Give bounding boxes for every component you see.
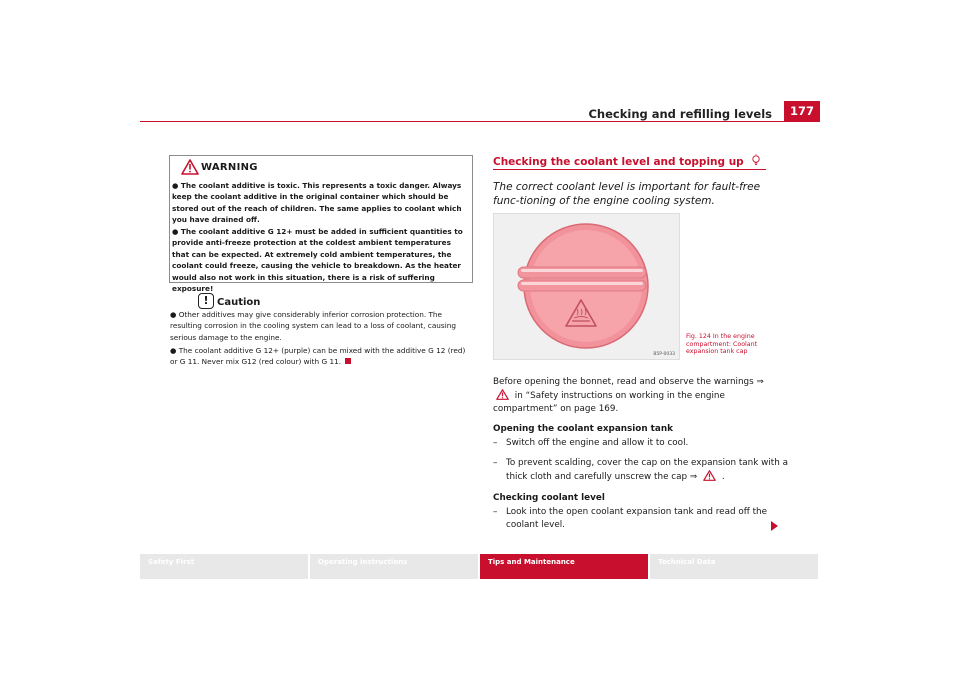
warning-item: ● The coolant additive G 12+ must be added in sufficient quantities to provide anti-freeze protection at the coldest ambient temperatures that can be expected. At extremely cold ambient temperatures, the coolant could freeze, causing the vehicle to breakdown. As the heater would also not work in this situation, there is a risk of suffering exposure! [172,227,463,294]
section-rule [493,169,766,170]
section-intro: The correct coolant level is important for fault-free func-tioning of the engine cooling system. [493,181,761,207]
section-end-icon [345,358,351,364]
warning-item-text: The coolant additive is toxic. This represents a toxic danger. Always keep the coolant additive in the original container which should be stored out of the reach of children. The same applies to coolant which you have drained off. [172,181,462,225]
caution-item-text: The coolant additive G 12+ (purple) can be mixed with the additive G 12 (red) or G 11. Never mix G12 (red colour) with G 11. [170,346,466,367]
footer-tab-label: Operating instructions [318,558,408,566]
warning-heading: WARNING [201,162,258,173]
page-number: 177 [784,101,820,122]
caution-item: ● Other additives may give considerably inferior corrosion protection. The resulting corrosion in the cooling system can lead to a loss of coolant, causing serious damage to the engine. [170,310,456,342]
footer-tab-technical-data[interactable] [650,554,818,579]
next-page-arrow-icon[interactable] [771,521,778,531]
warning-item-text: The coolant additive G 12+ must be added in sufficient quantities to provide anti-freeze protection at the coldest ambient temperatures that can be expected. At extremely cold ambient temperatures, the coolant could freeze, causing the vehicle to breakdown. As the heater would also not work in this situation, there is a risk of suffering exposure! [172,227,463,294]
section-title [493,154,762,168]
step-text: To prevent scalding, cover the cap on the expansion tank with a thick cloth and carefully unscrew the cap ⇒ [506,458,788,482]
footer-tab-label: Safety First [148,558,195,566]
body-paragraph [493,376,783,416]
subheading-opening-tank: Opening the coolant expansion tank [493,424,673,434]
warning-box [169,155,473,294]
step-text: Look into the open coolant expansion tank and read off the coolant level. [506,507,768,530]
warning-item: ● The coolant additive is toxic. This represents a toxic danger. Always keep the coolant additive in the original container which should be stored out of the reach of children. The same applies to coolant which you have drained off. [172,181,462,225]
running-header: Checking and refilling levels [588,107,772,121]
dash: – [493,507,498,517]
section-title-text: Checking the coolant level and topping up [493,156,744,168]
step-item [493,506,796,532]
warning-triangle-icon [496,389,509,400]
figure-code: B5P-0033 [653,352,675,357]
step-text: . [719,471,725,482]
figure-caption: Fig. 124 In the engine compartment: Coolant expansion tank cap [686,333,758,355]
caution-item-text: Other additives may give considerably inferior corrosion protection. The resulting corrosion in the cooling system can lead to a loss of coolant, causing serious damage to the engine. [170,310,456,342]
body-text: Before opening the bonnet, read and observe the warnings ⇒ [493,377,764,387]
subheading-checking-level: Checking coolant level [493,493,605,503]
footer-tab-operating-instructions[interactable] [310,554,478,579]
footer-tab-safety-first[interactable] [140,554,308,579]
caution-heading: Caution [217,297,261,308]
footer-tab-tips-and-maintenance[interactable] [480,554,648,579]
step-item [493,457,796,484]
footer-tab-label: Tips and Maintenance [488,558,575,566]
dash: – [493,458,498,468]
figure-expansion-tank-cap [493,213,680,360]
caution-item: ● The coolant additive G 12+ (purple) can be mixed with the additive G 12 (red) or G 11. Never mix G12 (red colour) with G 11. [170,346,466,367]
footer-tab-label: Technical Data [658,558,716,566]
caution-icon: ! [198,293,214,309]
dash: – [493,438,498,448]
lightbulb-icon [750,154,762,166]
step-item [493,437,783,450]
coolant-cap-illustration [494,214,679,359]
step-text: Switch off the engine and allow it to cool. [506,438,689,448]
header-rule [140,121,820,122]
warning-triangle-icon [703,470,716,481]
warning-triangle-icon [181,159,199,175]
body-text: in “Safety instructions on working in the engine compartment” on page 169. [493,390,725,414]
